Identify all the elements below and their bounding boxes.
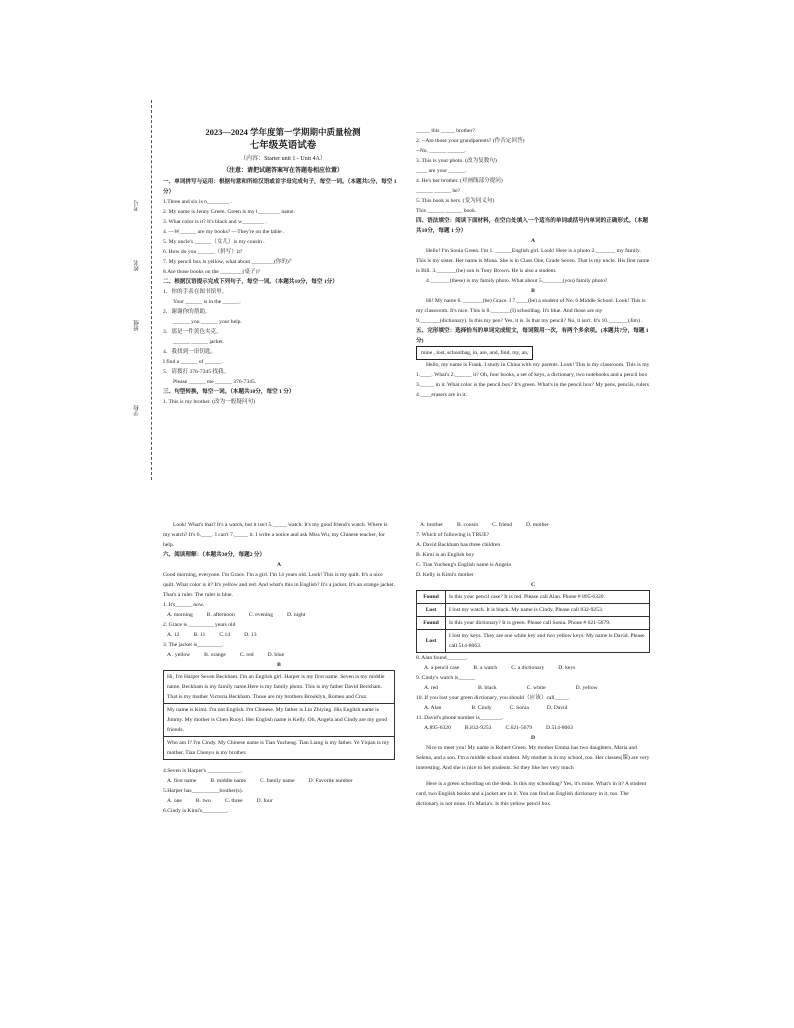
option[interactable]: B. a watch	[473, 665, 498, 671]
section2-line: Please ______ me ______ 376-7345.	[173, 379, 257, 385]
table-row	[417, 630, 650, 653]
section4-passage-b: Hi! My name 6. _______(be) Grace. I 7.____(be) a student of No. 6 Middle School. Look! This is my classroom. It's nice. This is 8._______(I) schoolbag. It's blue. And those are my 9._______(dictionary). Is this my pen? Yes, it is. Is that my pencil? No, it isn't. It's 10._______(Jim) .	[416, 298, 646, 324]
section3-line: 4. He's her brother. (对画线部分提问)	[416, 178, 503, 184]
section6-passage-d2: Here is a green schoolbag on the desk. Is this my schoolbag? Yes, it's mine. What's in it? A student card, two English books and a jacket are in it. You can find an English dictionary in it, too. The dictionary is not mine. It's Maria's. Is this yellow pencil box	[416, 781, 647, 807]
table-cell-type: Found	[417, 617, 446, 630]
section3-line: ______ ______ he?	[416, 188, 461, 194]
section2-title: 二、根据汉语提示完成下列句子，每空一词。（本题共10分，每空 1分）	[163, 279, 338, 285]
section1-line: 4. —W______ are my books? —They're on the table .	[163, 229, 285, 235]
section4-passage-a2: 4._______(these) is my family photo. What about 5._______(you) family photo?	[426, 278, 608, 284]
option[interactable]: A. David Backham has three children	[416, 542, 501, 548]
table-row	[417, 617, 650, 630]
question: 6.Cindy is Kimi's_________.	[163, 808, 229, 814]
exam-title: 2023—2024 学年度第一学期期中质量检测	[205, 127, 361, 137]
table-cell-notice: Is this your pencil case? It is red. Please call Alan. Phone # 895-6320.	[446, 591, 650, 604]
option[interactable]: C. friend	[492, 522, 513, 528]
section3-line: 2. --Are those your grandparents? (作否定回答)	[416, 138, 525, 144]
section4-title: 四、语法填空：阅读下面材料，在空白处填入一个适当的单词或括号内单词的正确形式。（本题共10分，每题 1 分）	[416, 218, 649, 234]
section6-passage-b-box1: Hi, I'm Harper Seven Beckham. I'm an English girl. Harper is my first name. Seven is my middle name. Beckham is my family name.Here is my family photo. This is my father David Beckham. That is my mother Victoria Beckham. Those are my brothers Brooklyn, Romeo and Cruz.	[163, 670, 395, 704]
option[interactable]: A. red	[424, 685, 438, 691]
option[interactable]: D. blue	[267, 652, 285, 658]
option[interactable]: C. Sonia	[509, 705, 529, 711]
section2-line: 2．谢谢你的帮助。	[163, 309, 211, 315]
option[interactable]: B. Kimi is an English boy	[416, 552, 475, 558]
option[interactable]: A. morning	[167, 612, 193, 618]
option[interactable]: A. Alan	[424, 705, 442, 711]
section1-line: 3. What color is it? It's black and w________ .	[163, 219, 268, 225]
option[interactable]: C. white	[526, 685, 546, 691]
option[interactable]: D. Kelly is Kimi's mother	[416, 572, 474, 578]
section1-title: 一、单词拼写与运用：根据句意和所给汉语或首字母完成句子，每空一词。（本题共5分，每空 1分）	[163, 179, 397, 195]
option[interactable]: B. afternoon	[206, 612, 235, 618]
lost-found-table	[416, 590, 650, 653]
option[interactable]: D. four	[256, 798, 273, 804]
option[interactable]: B. Cindy	[471, 705, 492, 711]
section6-passage-b-box3: Who am I? I'm Cindy. My Chinese name is Tian Yucheng. Tian Liang is my father. Ye Yiqian is my mother. Tian Chenyu is my brother.	[163, 737, 395, 760]
table-row	[417, 591, 650, 604]
question-options	[416, 683, 650, 693]
section2-line: 1．你的手表在图书馆里。	[163, 289, 228, 295]
question-options	[163, 776, 395, 786]
option[interactable]: B. two	[195, 798, 211, 804]
page2-right-column	[416, 520, 650, 809]
section2-line: 3．那是一件黄色夹克。	[163, 329, 222, 335]
option[interactable]: D. night	[287, 612, 306, 618]
section5-passage-2: Look! What's that? It's a watch, but it isn't 5._____ watch. It's my good friend's watch. Where is my watch? It's 6.____. I can't 7._____ it. I write a notice and ask Miss Wu, my Chinese teacher, for help.	[163, 522, 388, 548]
question-options	[416, 723, 650, 733]
section6-passage-d1: Nice to meet you! My name is Robert Green. My mother Emma has two daughters, Maria and Selena, and a son. I'm a middle school student. My mother is in my school, too. Her classes(课) are very interesting. And she is nice to her students. So they like her very much	[416, 745, 650, 771]
section6-passage-b-box2: My name is Kimi. I'm not English. I'm Chinese. My father is Lin Zhiying. His English name is Jimmy. My mother is Chen Ruoyi. Her English name is Kelly. Oh, Angela and Cindy are my good friends.	[163, 704, 395, 737]
binding-label-school: 学校	[134, 405, 140, 416]
option[interactable]: C. a dictionary	[511, 665, 545, 671]
section5-title: 五、完形填空：选择恰当的单词完成短文，每词限用一次，有两个多余项。(本题共7分，每题 1 分)	[416, 328, 649, 344]
binding-dashed-line	[151, 100, 152, 480]
question-options	[416, 663, 650, 673]
question-options	[163, 610, 395, 620]
section6-label-c: C	[530, 582, 536, 588]
section3-line: This ______ ______ book.	[416, 208, 477, 214]
option[interactable]: D. yellow	[575, 685, 598, 691]
option[interactable]: C. three	[224, 798, 243, 804]
question: 10. If you lost your green dictionary, you should（应该）call_____.	[416, 695, 570, 701]
option[interactable]: C. red	[239, 652, 254, 658]
option[interactable]: B. orange	[204, 652, 226, 658]
section5-passage-1: Hello, my name is Frank. I study in China with my parents. Look! This is my classroom. This is my 1.____. What's 2.______ it? Oh, four books, a set of keys, a dictionary, two notebooks and a pencil box 3._____ in it. What color is the pencil box? It's green. What's in the pencil box? My pens, pencils, rulers 4.____erasers are in it.	[416, 362, 650, 398]
page1-left-column	[163, 126, 403, 407]
section2-line: I find a ______ of ______.	[163, 359, 223, 365]
section4-label-a: A	[530, 238, 536, 244]
section2-line: ______ ______ jacket.	[173, 339, 225, 345]
option[interactable]: D.514-8063	[546, 725, 573, 731]
question: 9. Cindy's watch is______	[416, 675, 476, 681]
option[interactable]: C. Tian Yucheng's English name is Angela	[416, 562, 511, 568]
table-cell-notice: Is this your dictionary? It is green. Please call Sonia. Phone # 621-5679.	[446, 617, 650, 630]
option[interactable]: A. 12	[167, 632, 180, 638]
exam-subtitle: 七年级英语试卷	[249, 141, 317, 151]
option[interactable]: B. cousin	[457, 522, 479, 528]
table-cell-type: Found	[417, 591, 446, 604]
question: 7. Which of following is TRUE?	[416, 532, 490, 538]
exam-scope: （内容：Starter unit 1 - Unit 4A）	[240, 156, 326, 162]
question: 1. It's______ now.	[163, 602, 205, 608]
option[interactable]: B.832-9253	[464, 725, 492, 731]
section3-title: 三、句型转换，每空一词。（本题共10分，每空 1 分）	[163, 389, 295, 395]
option[interactable]: D. Favorite number	[308, 778, 353, 784]
binding-label-class: 班级	[134, 320, 140, 331]
option[interactable]: A. brother	[420, 522, 443, 528]
question: 3. The jacket is_________.	[163, 642, 224, 648]
option[interactable]: B. middle name	[210, 778, 246, 784]
option[interactable]: A. first name	[167, 778, 197, 784]
binding-label-exam-no: 考号	[134, 200, 140, 211]
question-options	[163, 630, 395, 640]
section4-passage-a1: Hello! I'm Sonia Green. I'm 1. ______English girl. Look! Here is a photo 2._______ my family. This is my sister. Her name is Mona. She is in Class One, Grade Seven. That is my uncle. His first name is Bill. 3._______(he) son is Tony Brown. He is also a student.	[416, 248, 650, 274]
section1-line: 7. My pencil box is yellow, what about ________(你的)？	[163, 259, 295, 265]
option[interactable]: B. black	[477, 685, 497, 691]
section4-label-b: B	[531, 288, 535, 294]
question: 2. Grace is _________ years old	[163, 622, 236, 628]
section1-line: 6. How do you ______（拼写）it?	[163, 249, 243, 255]
section6-title: 六、阅读理解：（本题共30分，每题2 分）	[163, 552, 266, 558]
table-cell-notice: I lost my watch. It is black. My name is Cindy. Please call 832-9253.	[446, 604, 650, 617]
option[interactable]: C. evening	[248, 612, 274, 618]
table-cell-type: Lost	[417, 630, 446, 653]
option[interactable]: D. keys	[558, 665, 576, 671]
section6-passage-a: Good morning, everyone. I'm Grace. I'm a girl. I'm 14 years old. Look! This is my quilt. It's a nice quilt. What color is it? It's yellow and red. And what's this in English? It's a jacket. It's an orange jacket. That's a ruler. The ruler is blue.	[163, 572, 395, 598]
section2-line: 5．请拨打 376-7345 找我。	[163, 369, 230, 375]
option[interactable]: C.14	[219, 632, 231, 638]
binding-margin	[133, 100, 163, 480]
option[interactable]: C.621-5679	[505, 725, 533, 731]
table-cell-type: Lost	[417, 604, 446, 617]
option[interactable]: D. 13	[244, 632, 257, 638]
section2-line: ______ you ______ your help.	[173, 319, 242, 325]
page2-left-column	[163, 520, 395, 816]
question: 4.Seven is Harper's ____________.	[163, 768, 243, 774]
section1-line: 1.Three and six is n________ .	[163, 199, 233, 205]
binding-label-name: 姓名	[134, 260, 140, 271]
page1-right-column	[416, 126, 650, 400]
option[interactable]: A . yellow	[167, 652, 191, 658]
option[interactable]: B. 11	[193, 632, 206, 638]
question-options	[416, 703, 650, 713]
section3-line: --No, ______ ______.	[416, 148, 466, 154]
section3-line: 3. This is your photo. (改为复数句)	[416, 158, 497, 164]
section1-line: 5. My uncle's ______（女儿）is my cousin .	[163, 239, 265, 245]
option[interactable]: A.895-6320	[424, 725, 451, 731]
section6-label-a: A	[276, 562, 282, 568]
section2-line: 4．我找到一串钥匙。	[163, 349, 217, 355]
question-options	[163, 796, 395, 806]
question-options	[163, 650, 395, 660]
section1-line: 2. My name is Jenny Green. Green is my l________ name.	[163, 209, 295, 215]
section3-line: 1. This is my brother. (改为一般疑问句)	[163, 399, 256, 405]
question: 11. David's phone number is________.	[416, 715, 504, 721]
option[interactable]: D. mother	[526, 522, 549, 528]
table-row	[417, 604, 650, 617]
option[interactable]: A. one	[167, 798, 182, 804]
question: 5.Harper has__________brother(s).	[163, 788, 244, 794]
section3-line: ____ are your ______.	[416, 168, 467, 174]
option[interactable]: A. a pencil case	[424, 665, 460, 671]
section3-line: _____ this _____ brother?	[416, 128, 475, 134]
option[interactable]: C. family name	[259, 778, 295, 784]
section1-line: 8.Are those books on the ________(桌子)?	[163, 269, 260, 275]
exam-notice: （注意：请把试题答案写在答题卷相应位置）	[222, 168, 343, 174]
option[interactable]: D. David	[546, 705, 568, 711]
section2-line: Your ______ is in the ______.	[173, 299, 241, 305]
section6-label-b: B	[277, 662, 281, 668]
question: 8. Alan found_______.	[416, 655, 468, 661]
question-options	[416, 520, 650, 530]
section5-wordbox: mine , lost, schoolbag, in, are, and, find, my, an,	[416, 346, 533, 360]
section6-label-d: D	[530, 735, 536, 741]
table-cell-notice: I lost my keys. They are one white key and two yellow keys. My name is David. Please call 514-8063.	[446, 630, 650, 653]
section3-line: 5. This book is hers. (变为同义句)	[416, 198, 495, 204]
